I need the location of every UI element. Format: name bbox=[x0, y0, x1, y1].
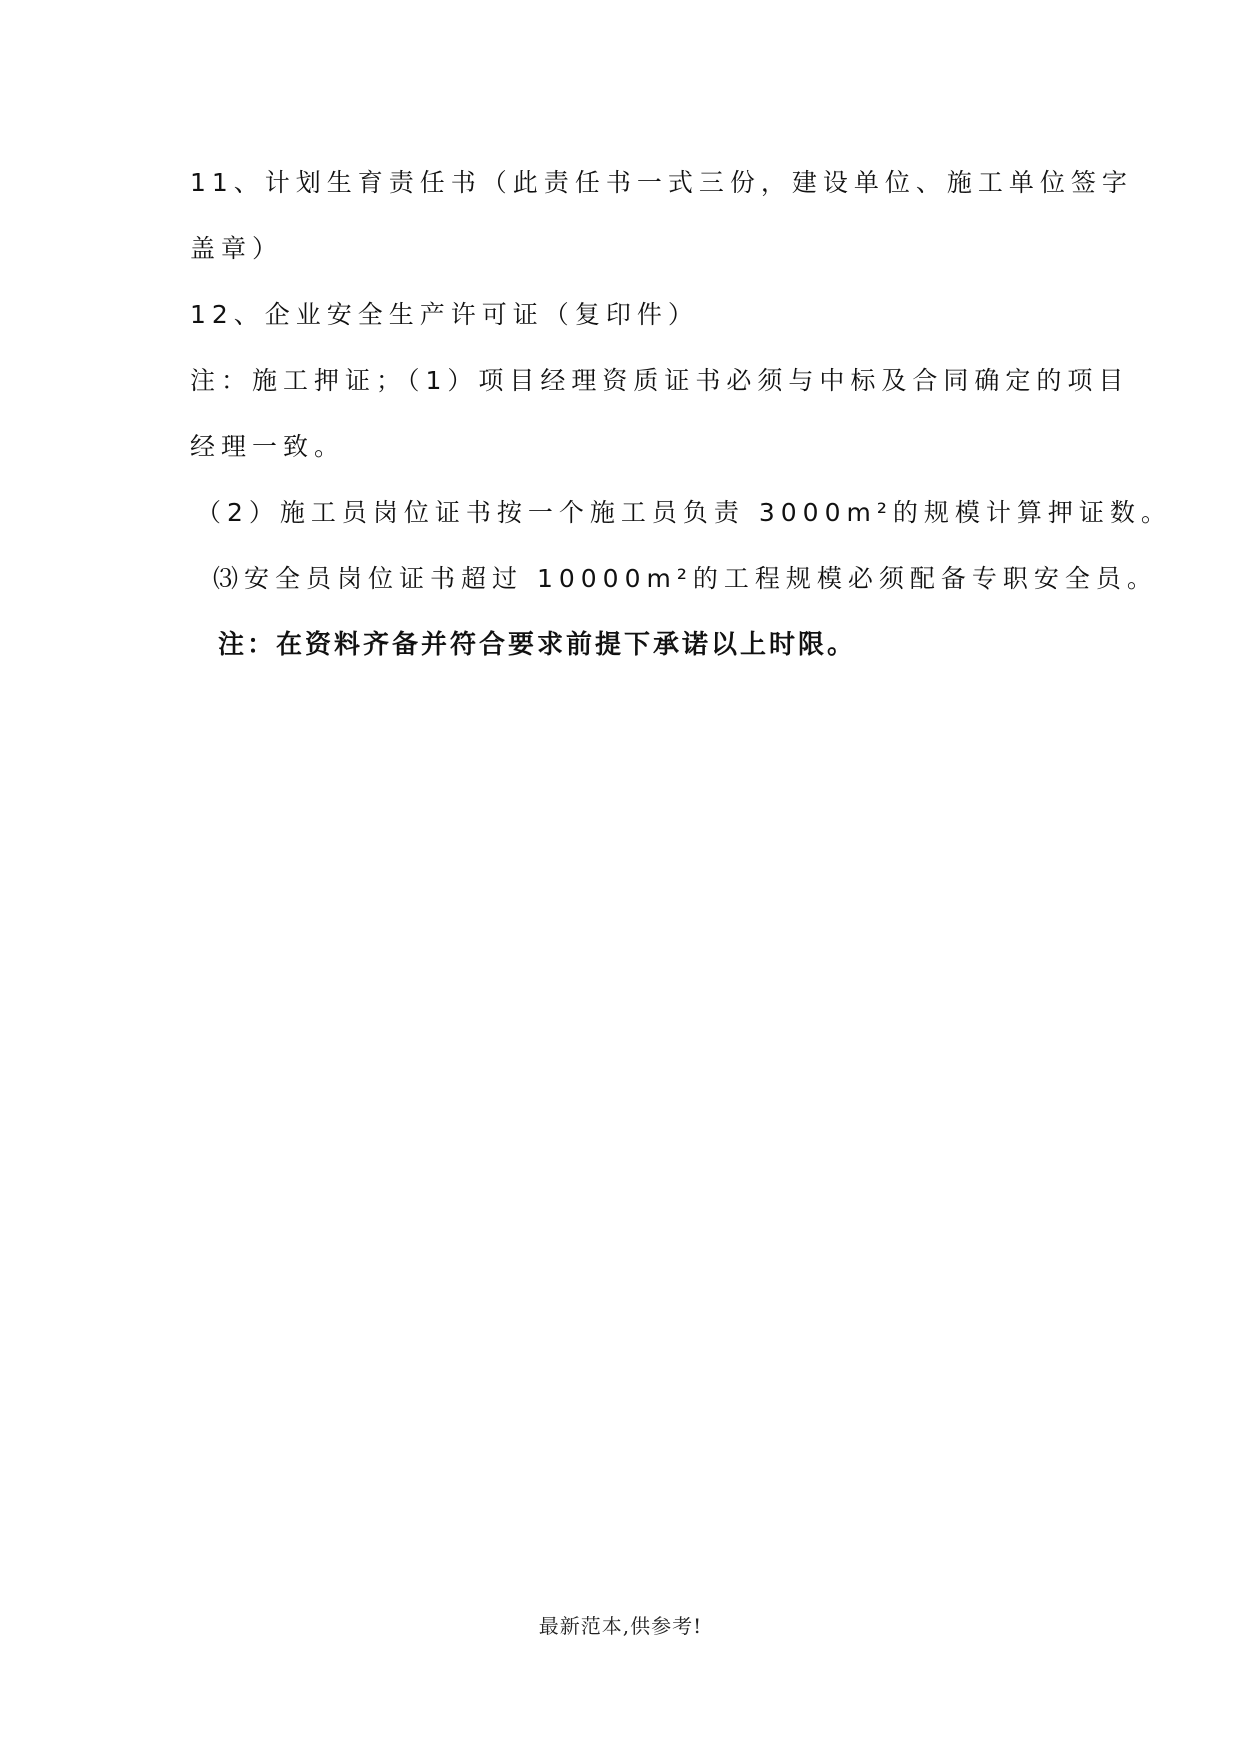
item-11-line-1: 11、计划生育责任书（此责任书一式三份，建设单位、施工单位签字 bbox=[190, 168, 1133, 197]
bold-note: 注：在资料齐备并符合要求前提下承诺以上时限。 bbox=[218, 630, 857, 660]
note-item-2: （2）施工员岗位证书按一个施工员负责 3000m²的规模计算押证数。 bbox=[196, 498, 1172, 527]
note-item-3: ⑶安全员岗位证书超过 10000m²的工程规模必须配备专职安全员。 bbox=[213, 564, 1158, 593]
item-12: 12、企业安全生产许可证（复印件） bbox=[190, 300, 699, 329]
item-11-line-2: 盖章） bbox=[190, 234, 284, 263]
note-line-1: 注：施工押证；（1）项目经理资质证书必须与中标及合同确定的项目 bbox=[190, 366, 1130, 395]
page-footer: 最新范本,供参考! bbox=[538, 1614, 703, 1638]
note-line-2: 经理一致。 bbox=[190, 432, 346, 461]
